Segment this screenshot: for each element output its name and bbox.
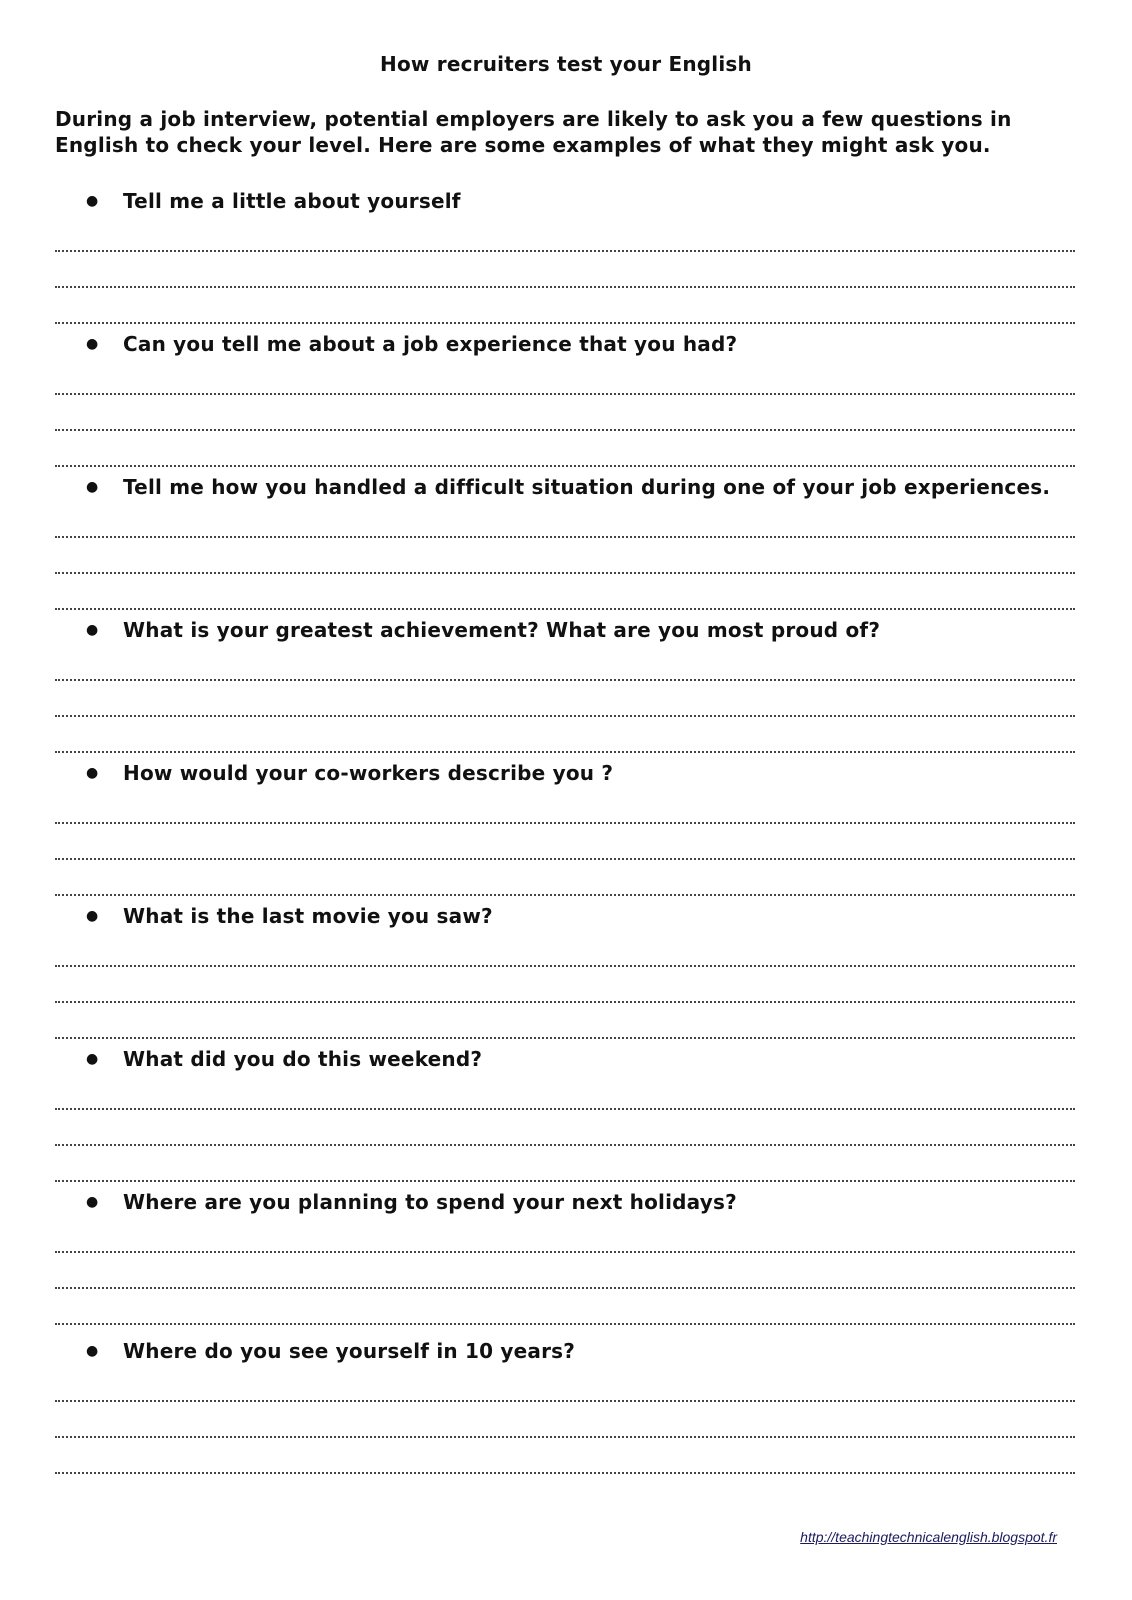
answer-line[interactable] [55, 392, 1075, 395]
question-block [55, 1336, 1075, 1474]
answer-line[interactable] [55, 1107, 1075, 1110]
bullet-icon: ● [86, 336, 99, 352]
question-item [55, 758, 1075, 788]
bullet-icon: ● [86, 765, 99, 781]
question-text: Tell me a little about yourself [123, 189, 461, 213]
question-text: Tell me how you handled a difficult situation during one of your job experiences. [123, 475, 1051, 499]
question-block [55, 472, 1075, 610]
answer-line[interactable] [55, 321, 1075, 324]
bullet-icon: ● [86, 908, 99, 924]
answer-line[interactable] [55, 1286, 1075, 1289]
answer-line[interactable] [55, 893, 1075, 896]
question-item [55, 901, 1075, 931]
question-text: What did you do this weekend? [123, 1047, 483, 1071]
answer-line[interactable] [55, 1179, 1075, 1182]
footer-link[interactable]: http://teachingtechnicalenglish.blogspot.fr [800, 1529, 1057, 1545]
answer-line[interactable] [55, 607, 1075, 610]
bullet-icon: ● [86, 1343, 99, 1359]
bullet-icon: ● [86, 193, 99, 209]
question-item [55, 472, 1075, 502]
question-item [55, 186, 1075, 216]
answer-line[interactable] [55, 571, 1075, 574]
answer-line[interactable] [55, 1322, 1075, 1325]
question-text: Where do you see yourself in 10 years? [123, 1339, 576, 1363]
answer-line[interactable] [55, 535, 1075, 538]
question-item [55, 615, 1075, 645]
answer-line[interactable] [55, 464, 1075, 467]
question-item [55, 1187, 1075, 1217]
answer-line[interactable] [55, 750, 1075, 753]
answer-line[interactable] [55, 1399, 1075, 1402]
answer-line[interactable] [55, 821, 1075, 824]
bullet-icon: ● [86, 1194, 99, 1210]
answer-line[interactable] [55, 1000, 1075, 1003]
bullet-icon: ● [86, 1051, 99, 1067]
answer-line[interactable] [55, 1036, 1075, 1039]
answer-line[interactable] [55, 857, 1075, 860]
answer-line[interactable] [55, 249, 1075, 252]
question-item [55, 329, 1075, 359]
answer-line[interactable] [55, 964, 1075, 967]
question-block [55, 901, 1075, 1039]
answer-line[interactable] [55, 714, 1075, 717]
answer-line[interactable] [55, 1435, 1075, 1438]
question-item [55, 1044, 1075, 1074]
question-block [55, 758, 1075, 896]
question-text: What is the last movie you saw? [123, 904, 493, 928]
answer-line[interactable] [55, 1143, 1075, 1146]
answer-line[interactable] [55, 1250, 1075, 1253]
question-block [55, 329, 1075, 467]
question-block [55, 615, 1075, 753]
answer-line[interactable] [55, 285, 1075, 288]
question-block [55, 1044, 1075, 1182]
intro-paragraph: During a job interview, potential employers are likely to ask you a few questions in English to check your level. Here are some examples of what they might ask you. [55, 107, 1012, 157]
answer-line[interactable] [55, 428, 1075, 431]
question-block [55, 186, 1075, 324]
question-item [55, 1336, 1075, 1366]
question-text: What is your greatest achievement? What are you most proud of? [123, 618, 881, 642]
question-block [55, 1187, 1075, 1325]
bullet-icon: ● [86, 479, 99, 495]
question-text: Can you tell me about a job experience that you had? [123, 332, 738, 356]
question-text: Where are you planning to spend your next holidays? [123, 1190, 737, 1214]
answer-line[interactable] [55, 678, 1075, 681]
question-text: How would your co-workers describe you ? [123, 761, 614, 785]
bullet-icon: ● [86, 622, 99, 638]
page-title: How recruiters test your English [380, 52, 752, 76]
answer-line[interactable] [55, 1471, 1075, 1474]
